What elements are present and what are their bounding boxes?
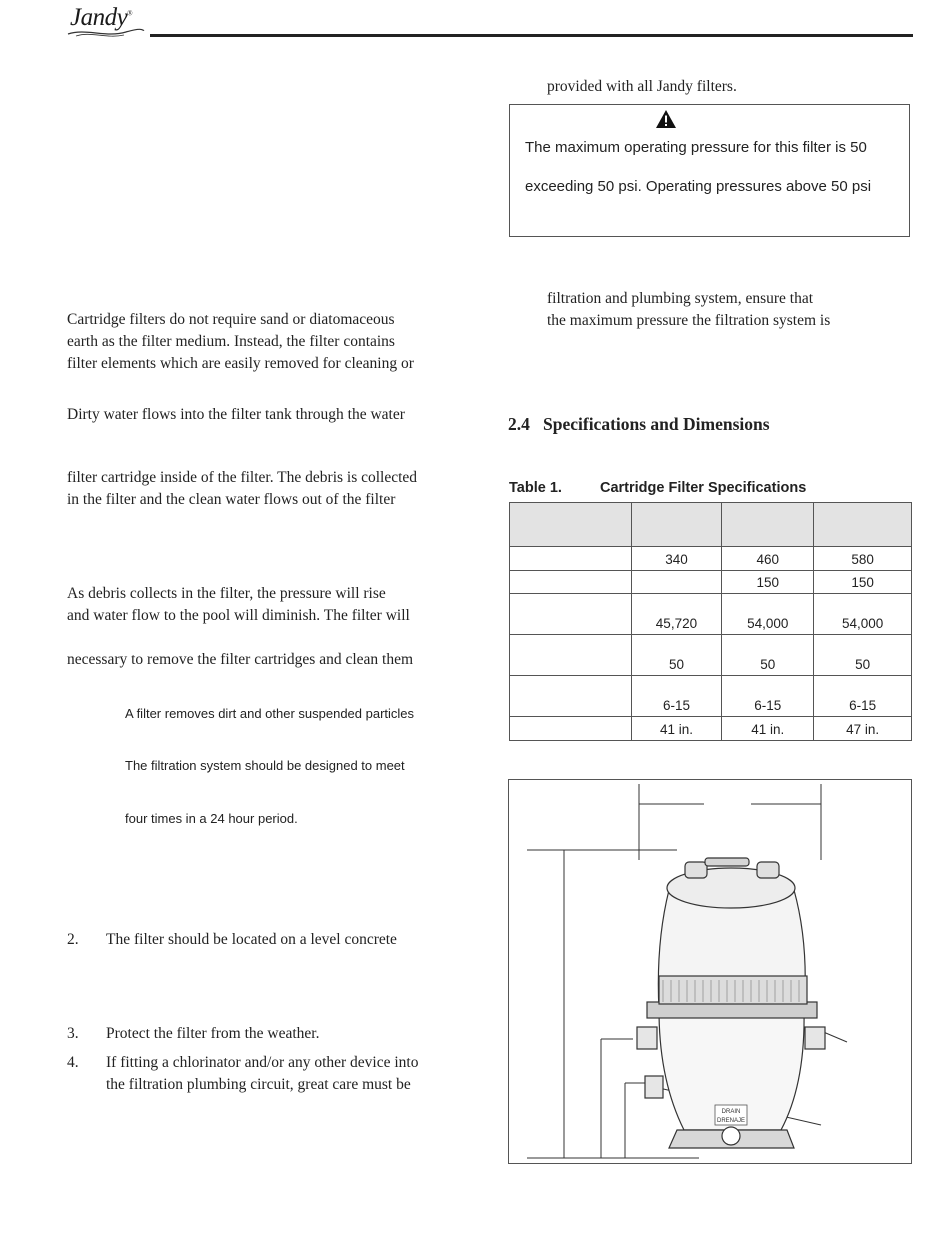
table-caption: [509, 480, 806, 496]
text-line: and water flow to the pool will diminish. The filter will: [67, 607, 410, 624]
table-row: [510, 635, 912, 676]
filter-body: [637, 858, 825, 1148]
table-header-row: [510, 503, 912, 547]
table-cell: 54,000: [722, 594, 814, 635]
specs-table: [509, 502, 912, 741]
text-line: As debris collects in the filter, the pressure will rise: [67, 585, 386, 602]
section-heading: 2.4 Specifications and Dimensions: [508, 414, 770, 434]
table-row: [510, 717, 912, 741]
table-cell: 340: [631, 547, 722, 571]
table-cell: 50: [814, 635, 912, 676]
top-continuation: provided with all Jandy filters.: [547, 78, 737, 95]
header-rule: [150, 34, 913, 37]
table-header-cell: [510, 503, 632, 547]
table-cell: 41 in.: [722, 717, 814, 741]
drain-label: DRAIN: [721, 1109, 741, 1115]
text-line: Cartridge filters do not require sand or diatomaceous: [67, 311, 395, 328]
table-cell: [510, 676, 632, 717]
filter-drawing: [509, 780, 911, 1163]
list-number: 2.: [67, 931, 79, 948]
text-line: in the filter and the clean water flows out of the filter: [67, 491, 396, 508]
list-text: the filtration plumbing circuit, great care must be: [106, 1076, 411, 1093]
table-cell: 45,720: [631, 594, 722, 635]
note-line: A filter removes dirt and other suspended particles: [125, 706, 415, 721]
table-cell: 460: [722, 547, 814, 571]
table-cell: 150: [722, 571, 814, 594]
warning-triangle-icon: [655, 109, 677, 129]
table-cell: [510, 717, 632, 741]
table-cell: 580: [814, 547, 912, 571]
list-text: The filter should be located on a level concrete: [106, 931, 397, 948]
warning-text-line: The maximum operating pressure for this filter is 50: [525, 139, 867, 156]
table-header-cell: [631, 503, 722, 547]
dimension-figure: [508, 779, 912, 1164]
pressure-paragraph: [547, 288, 830, 332]
logo-swirl-icon: [66, 26, 146, 40]
list-text: Protect the filter from the weather.: [106, 1025, 320, 1042]
text-line: earth as the filter medium. Instead, the filter contains: [67, 333, 395, 350]
brand-name: Jandy: [70, 4, 128, 31]
table-cell: 6-15: [814, 676, 912, 717]
note-line: four times in a 24 hour period.: [125, 811, 298, 826]
table-cell: 47 in.: [814, 717, 912, 741]
table-caption-label: Table 1.: [509, 480, 562, 496]
table-row: [510, 571, 912, 594]
text-line: filter cartridge inside of the filter. The debris is collected: [67, 469, 418, 486]
table-cell: [510, 594, 632, 635]
table-cell: 50: [722, 635, 814, 676]
list-number: 4.: [67, 1054, 79, 1071]
text-line: filter elements which are easily removed for cleaning or: [67, 355, 414, 372]
table-cell: 50: [631, 635, 722, 676]
table-row: [510, 594, 912, 635]
warning-text-line: exceeding 50 psi. Operating pressures above 50 psi: [525, 178, 872, 195]
note-line: The filtration system should be designed to meet: [125, 758, 405, 773]
warning-box: [509, 104, 910, 237]
table-header-cell: [722, 503, 814, 547]
table-row: [510, 547, 912, 571]
table-cell: [631, 571, 722, 594]
text-line: the maximum pressure the filtration system is: [547, 312, 831, 329]
table-cell: [510, 571, 632, 594]
text-line: filtration and plumbing system, ensure that: [547, 290, 814, 307]
debris-paragraph-last: necessary to remove the filter cartridges and clean them: [67, 651, 414, 668]
table-cell: 150: [814, 571, 912, 594]
table-cell: 41 in.: [631, 717, 722, 741]
intro-paragraph: [67, 309, 414, 375]
table-caption-title: Cartridge Filter Specifications: [599, 480, 807, 496]
list-text: If fitting a chlorinator and/or any other device into: [106, 1054, 419, 1071]
table-cell: [510, 547, 632, 571]
table-cell: 54,000: [814, 594, 912, 635]
table-cell: 6-15: [722, 676, 814, 717]
drainage-label: DRENAJE: [716, 1118, 746, 1124]
list-number: 3.: [67, 1025, 79, 1042]
table-header-cell: [814, 503, 912, 547]
table-row: [510, 676, 912, 717]
debris-paragraph: [67, 583, 410, 627]
flow-paragraph-end: [67, 467, 417, 511]
table-cell: [510, 635, 632, 676]
brand-mark: ®: [127, 9, 133, 18]
flow-paragraph-start: Dirty water flows into the filter tank through the water: [67, 406, 405, 423]
table-cell: 6-15: [631, 676, 722, 717]
